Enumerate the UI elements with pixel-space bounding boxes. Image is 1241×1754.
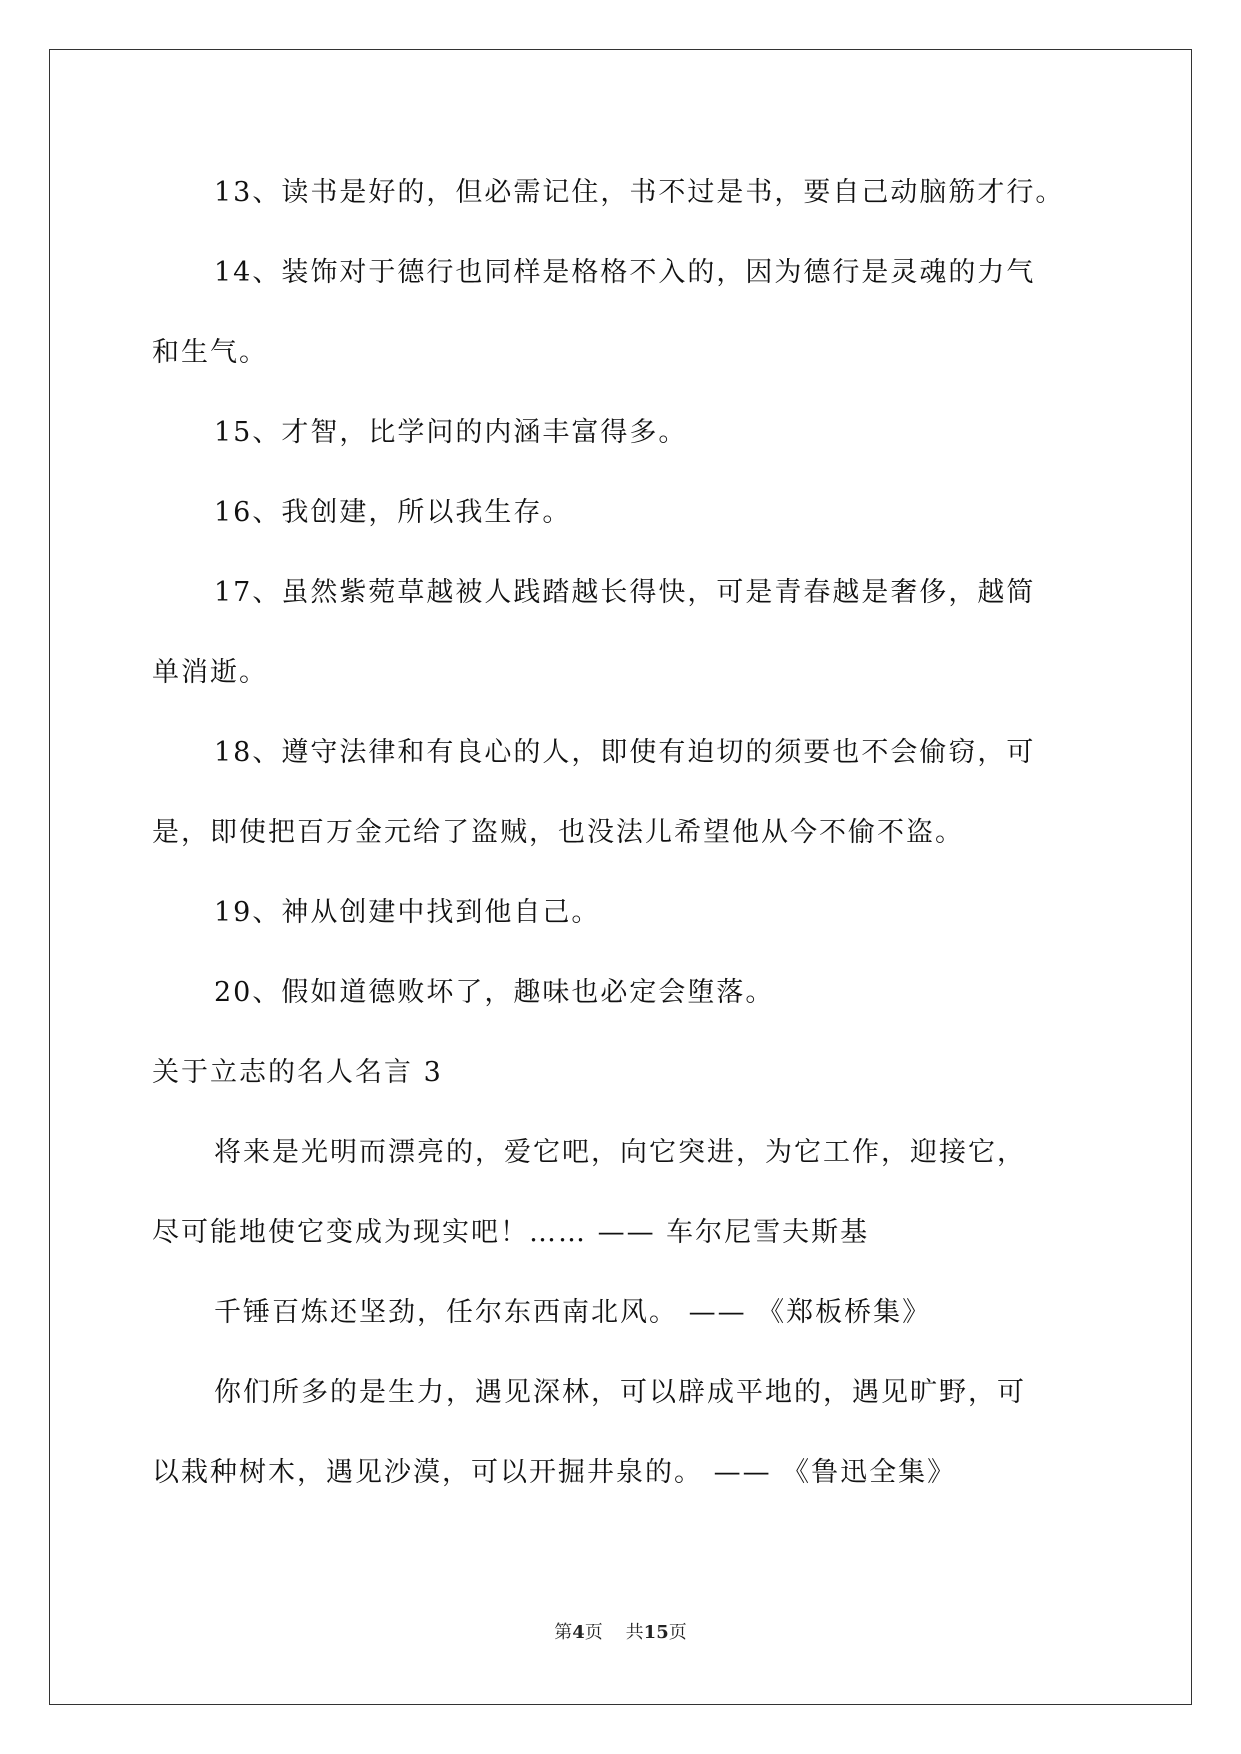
paragraph-18-line-1: 18、遵守法律和有良心的人，即使有迫切的须要也不会偷窃，可 [214, 737, 1036, 768]
paragraph-16: 16、我创建，所以我生存。 [214, 497, 572, 528]
quote-2: 千锤百炼还坚劲，任尔东西南北风。 —— 《郑板桥集》 [214, 1297, 932, 1328]
paragraph-13: 13、读书是好的，但必需记住，书不过是书，要自己动脑筋才行。 [214, 177, 1065, 208]
quote-1-line-1: 将来是光明而漂亮的，爱它吧，向它突进，为它工作，迎接它， [214, 1137, 1026, 1168]
paragraph-14-line-2: 和生气。 [152, 337, 268, 368]
paragraph-19: 19、神从创建中找到他自己。 [214, 897, 601, 928]
paragraph-17-line-2: 单消逝。 [152, 657, 268, 688]
page-footer [0, 1621, 1241, 1645]
quote-3-line-2: 以栽种树木，遇见沙漠，可以开掘井泉的。 —— 《鲁迅全集》 [152, 1457, 957, 1488]
footer-total-pages: 15 [643, 1622, 669, 1643]
section-heading: 关于立志的名人名言 3 [152, 1057, 443, 1088]
footer-total-prefix: 共 [625, 1622, 644, 1643]
paragraph-20: 20、假如道德败坏了，趣味也必定会堕落。 [214, 977, 775, 1008]
quote-3-line-1: 你们所多的是生力，遇见深林，可以辟成平地的，遇见旷野，可 [214, 1377, 1026, 1408]
paragraph-14-line-1: 14、装饰对于德行也同样是格格不入的，因为德行是灵魂的力气 [214, 257, 1036, 288]
footer-page-number: 4 [572, 1622, 585, 1643]
paragraph-15: 15、才智，比学问的内涵丰富得多。 [214, 417, 688, 448]
footer-total-unit: 页 [668, 1622, 687, 1643]
paragraph-17-line-1: 17、虽然紫菀草越被人践踏越长得快，可是青春越是奢侈，越简 [214, 577, 1036, 608]
footer-page-unit: 页 [584, 1622, 603, 1643]
quote-1-line-2: 尽可能地使它变成为现实吧！…… —— 车尔尼雪夫斯基 [152, 1217, 870, 1248]
paragraph-18-line-2: 是，即使把百万金元给了盗贼，也没法儿希望他从今不偷不盗。 [152, 817, 964, 848]
footer-prefix: 第 [554, 1622, 573, 1643]
